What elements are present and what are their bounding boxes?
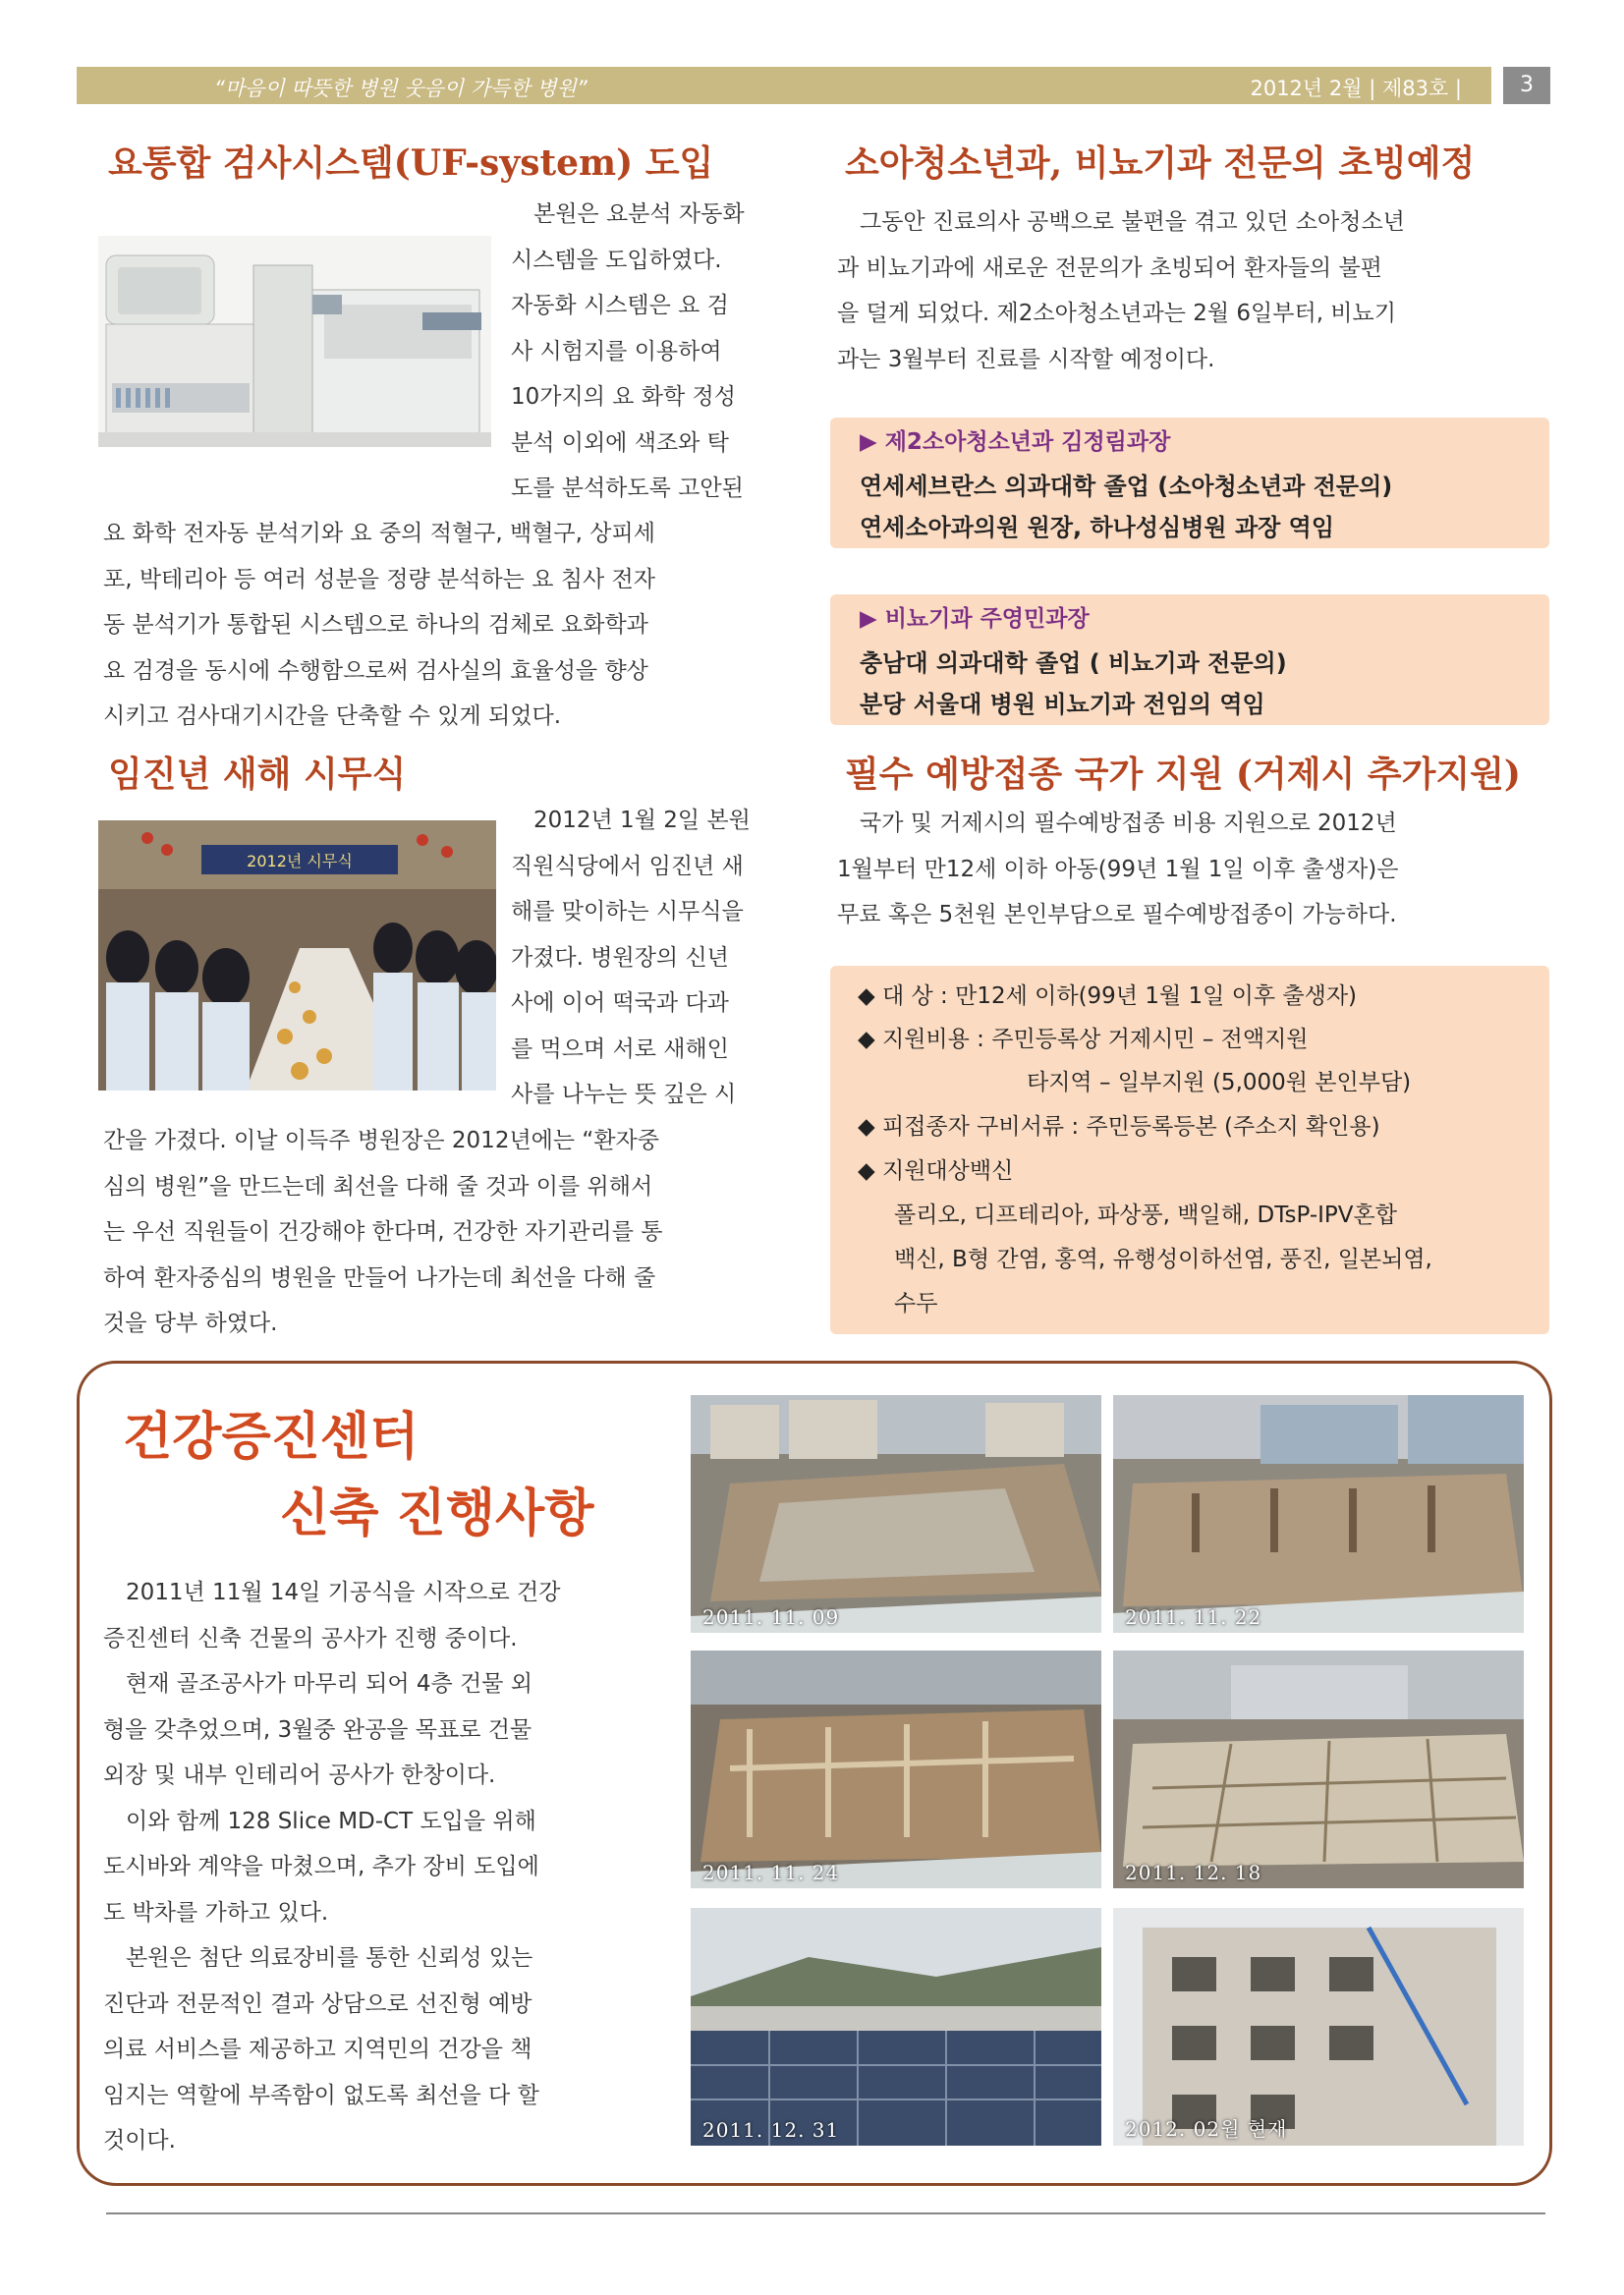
construction-line: 증진센터 신축 건물의 공사가 진행 중이다. — [103, 1625, 518, 1651]
vaccination-row: 수두 — [894, 1291, 938, 1316]
doctor2-box — [830, 594, 1549, 725]
vaccination-title: 필수 예방접종 국가 지원 (거제시 추가지원) — [845, 754, 1521, 795]
new-year-photo — [98, 820, 496, 1091]
construction-photo-2 — [1113, 1395, 1524, 1633]
construction-line: 형을 갖추었으며, 3월중 완공을 목표로 건물 — [103, 1716, 532, 1743]
construction-line: 도 박차를 가하고 있다. — [103, 1899, 329, 1926]
header-issue: 2012년 2월 | 제83호 | — [1250, 77, 1462, 100]
new-year-wrap-line: 사를 나누는 뜻 깊은 시 — [511, 1082, 737, 1107]
doctor1-line: 연세소아과의원 원장, 하나성심병원 과장 역임 — [860, 514, 1335, 541]
vaccination-body-line: 1월부터 만12세 이하 아동(99년 1월 1일 이후 출생자)은 — [837, 856, 1399, 882]
uf-wrap-line: 자동화 시스템은 요 검 — [511, 293, 729, 318]
uf-wrap-line: 도를 분석하도록 고안된 — [511, 476, 744, 501]
doctor2-line: 충남대 의과대학 졸업 ( 비뇨기과 전문의) — [860, 649, 1287, 677]
new-year-wrap-line: 직원식당에서 임진년 새 — [511, 853, 744, 879]
new-year-body-text — [103, 1118, 811, 1347]
new-year-wrap-line: 를 먹으며 서로 새해인 — [511, 1036, 729, 1062]
uf-body-line: 요 화학 전자동 분석기와 요 중의 적혈구, 백혈구, 상피세 — [103, 521, 655, 546]
construction-line: 도시바와 계약을 마쳤으며, 추가 장비 도입에 — [103, 1854, 539, 1879]
vaccination-row: 폴리오, 디프테리아, 파상풍, 백일해, DTsP-IPV혼합 — [894, 1203, 1397, 1228]
construction-line: 외장 및 내부 인테리어 공사가 한창이다. — [103, 1763, 496, 1788]
vaccination-row: ◆ 지원대상백신 — [858, 1158, 1014, 1184]
doctor2-title: ▶ 비뇨기과 주영민과장 — [860, 606, 1090, 632]
page-number: 3 — [1503, 67, 1550, 104]
construction-line: 진단과 전문적인 결과 상담으로 선진형 예방 — [103, 1990, 532, 2017]
construction-line: 의료 서비스를 제공하고 지역민의 건강을 책 — [103, 2037, 532, 2062]
construction-photo-4 — [1113, 1651, 1524, 1888]
uf-wrap-line: 사 시험지를 이용하여 — [511, 338, 722, 364]
uf-system-wrap-text — [511, 192, 811, 512]
doctor2-line: 분당 서울대 병원 비뇨기과 전임의 역임 — [860, 691, 1265, 718]
construction-line: 2011년 11월 14일 기공식을 시작으로 건강 — [126, 1580, 561, 1605]
photo-caption: 2011. 12. 18 — [1125, 1861, 1262, 1884]
construction-photo-3 — [691, 1651, 1101, 1888]
new-year-wrap-line: 해를 맞이하는 시무식을 — [511, 899, 744, 924]
uf-wrap-line: 본원은 요분석 자동화 — [533, 201, 745, 227]
vaccination-body-line: 국가 및 거제시의 필수예방접종 비용 지원으로 2012년 — [860, 811, 1397, 836]
uf-wrap-line: 10가지의 요 화학 정성 — [511, 384, 736, 410]
new-year-body-line: 것을 당부 하였다. — [103, 1311, 278, 1336]
doctor1-title: ▶ 제2소아청소년과 김정림과장 — [860, 429, 1171, 455]
pediatric-body-line: 과 비뇨기과에 새로운 전문의가 초빙되어 환자들의 불편 — [837, 254, 1382, 281]
vaccination-row: ◆ 지원비용 : 주민등록상 거제시민 – 전액지원 — [858, 1027, 1309, 1052]
header-bar — [77, 67, 1491, 104]
construction-line: 본원은 첨단 의료장비를 통한 신뢰성 있는 — [126, 1945, 533, 1971]
new-year-wrap-line: 가졌다. 병원장의 신년 — [511, 944, 729, 971]
new-year-title: 임진년 새해 시무식 — [108, 754, 407, 795]
uf-body-line: 동 분석기가 통합된 시스템으로 하나의 검체로 요화학과 — [103, 612, 648, 638]
photo-caption: 2011. 11. 24 — [702, 1861, 840, 1884]
construction-title-line2: 신축 진행사항 — [280, 1483, 594, 1543]
vaccination-row: 백신, B형 간염, 홍역, 유행성이하선염, 풍진, 일본뇌염, — [894, 1247, 1432, 1272]
uf-system-body-text — [103, 511, 811, 740]
new-year-body-line: 심의 병원”을 만드는데 최선을 다해 줄 것과 이를 위해서 — [103, 1173, 653, 1200]
construction-line: 것이다. — [103, 2128, 176, 2154]
photo-caption: 2011. 11. 22 — [1125, 1605, 1262, 1629]
construction-line: 임지는 역할에 부족함이 없도록 최선을 다 할 — [103, 2082, 539, 2108]
uf-body-line: 시키고 검사대기시간을 단축할 수 있게 되었다. — [103, 703, 562, 729]
uf-wrap-line: 분석 이외에 색조와 탁 — [511, 429, 729, 456]
construction-body-text — [103, 1570, 658, 2164]
new-year-banner-text: 2012년 시무식 — [247, 852, 353, 870]
vaccination-row: 타지역 – 일부지원 (5,000원 본인부담) — [1027, 1070, 1412, 1095]
new-year-wrap-line: 사에 이어 떡국과 다과 — [511, 990, 729, 1016]
pediatric-body-line: 을 덜게 되었다. 제2소아청소년과는 2월 6일부터, 비뇨기 — [837, 301, 1396, 326]
vaccination-body-text — [837, 801, 1544, 938]
new-year-wrap-line: 2012년 1월 2일 본원 — [533, 808, 751, 833]
uf-body-line: 포, 박테리아 등 여러 성분을 정량 분석하는 요 침사 전자 — [103, 566, 655, 592]
construction-title-line1: 건강증진센터 — [123, 1407, 420, 1467]
new-year-body-line: 간을 가졌다. 이날 이득주 병원장은 2012년에는 “환자중 — [103, 1128, 659, 1153]
uf-body-line: 요 검경을 동시에 수행함으로써 검사실의 효율성을 향상 — [103, 657, 648, 684]
pediatric-body-line: 과는 3월부터 진료를 시작할 예정이다. — [837, 346, 1215, 372]
header-slogan: “마음이 따뜻한 병원 웃음이 가득한 병원” — [214, 77, 588, 100]
vaccination-row: ◆ 대 상 : 만12세 이하(99년 1월 1일 이후 출생자) — [858, 983, 1358, 1009]
doctor1-box — [830, 418, 1549, 548]
construction-line: 이와 함께 128 Slice MD-CT 도입을 위해 — [126, 1808, 536, 1834]
pediatric-body-text — [837, 199, 1544, 382]
pediatric-body-line: 그동안 진료의사 공백으로 불편을 겪고 있던 소아청소년 — [860, 209, 1405, 235]
vaccination-info-box — [830, 966, 1549, 1334]
construction-photo-6 — [1113, 1908, 1524, 2146]
uf-wrap-line: 시스템을 도입하였다. — [511, 247, 722, 273]
uf-system-photo — [98, 236, 491, 447]
pediatric-title: 소아청소년과, 비뇨기과 전문의 초빙예정 — [845, 142, 1476, 184]
bottom-rule — [106, 2212, 1545, 2214]
photo-caption: 2012. 02월 현재 — [1125, 2117, 1288, 2141]
new-year-wrap-text — [511, 798, 811, 1118]
new-year-body-line: 는 우선 직원들이 건강해야 한다며, 건강한 자기관리를 통 — [103, 1219, 663, 1245]
construction-photo-5 — [691, 1908, 1101, 2146]
doctor1-line: 연세세브란스 의과대학 졸업 (소아청소년과 전문의) — [860, 473, 1393, 500]
construction-line: 현재 골조공사가 마무리 되어 4층 건물 외 — [126, 1671, 532, 1697]
construction-photo-1 — [691, 1395, 1101, 1633]
vaccination-body-line: 무료 혹은 5천원 본인부담으로 필수예방접종이 가능하다. — [837, 902, 1397, 927]
photo-caption: 2011. 11. 09 — [702, 1605, 840, 1629]
uf-system-title: 요통합 검사시스템(UF-system) 도입 — [108, 142, 714, 184]
new-year-body-line: 하여 환자중심의 병원을 만들어 나가는데 최선을 다해 줄 — [103, 1264, 656, 1291]
photo-caption: 2011. 12. 31 — [702, 2118, 840, 2142]
vaccination-row: ◆ 피접종자 구비서류 : 주민등록등본 (주소지 확인용) — [858, 1114, 1380, 1140]
